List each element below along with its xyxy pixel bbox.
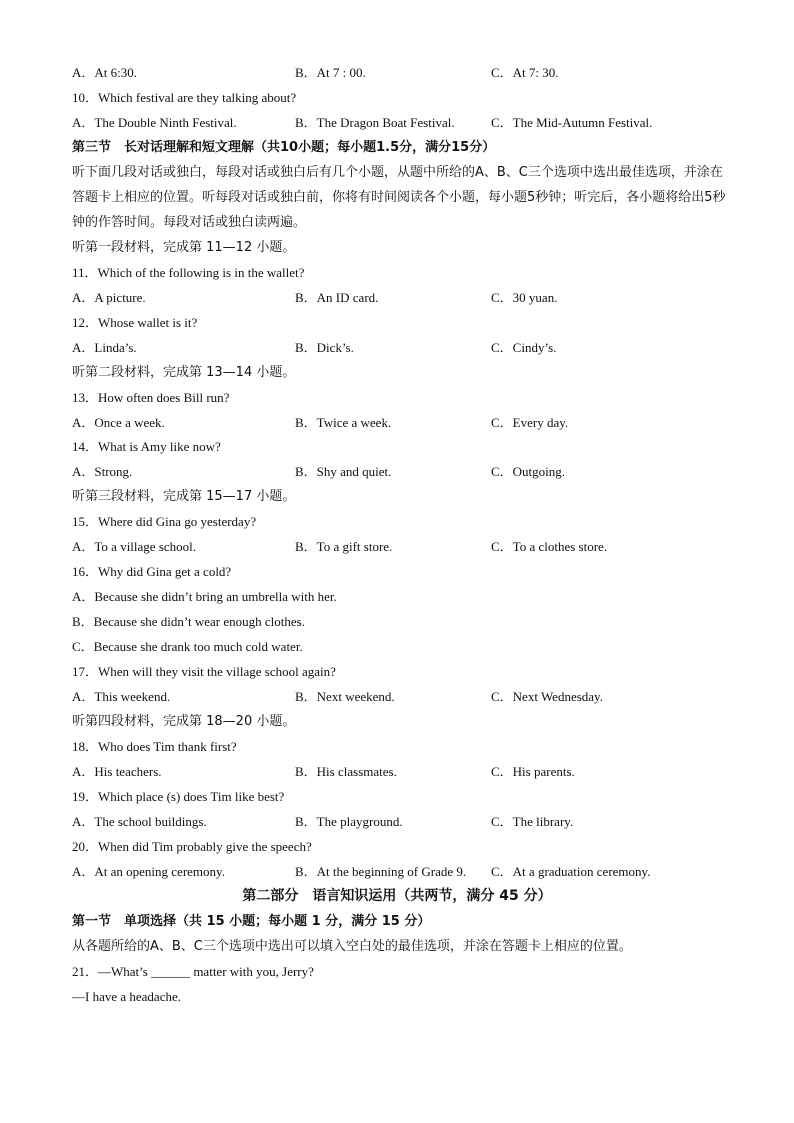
q14-stem: 14．What is Amy like now? (72, 439, 221, 454)
q18-options (72, 759, 734, 784)
q13-options (72, 410, 734, 435)
q13-option-a[interactable]: A．Once a week. (72, 415, 165, 430)
q15-options (72, 534, 734, 559)
section3-title: 第三节 长对话理解和短文理解（共10小题；每小题1.5分，满分15分） (72, 140, 496, 155)
q15-option-c[interactable]: C．To a clothes store. (491, 539, 608, 554)
q9-option-b[interactable]: B．At 7 : 00. (295, 65, 366, 80)
q10-option-c[interactable]: C．The Mid-Autumn Festival. (491, 115, 653, 130)
q15-stem: 15．Where did Gina go yesterday? (72, 514, 257, 529)
q10-option-b[interactable]: B．The Dragon Boat Festival. (295, 115, 455, 130)
material4-heading: 听第四段材料，完成第 18—20 小题。 (72, 714, 296, 729)
q17-option-b[interactable]: B．Next weekend. (295, 689, 395, 704)
q10-option-a[interactable]: A．The Double Ninth Festival. (72, 115, 237, 130)
q18-option-b[interactable]: B．His classmates. (295, 764, 397, 779)
q15-option-a[interactable]: A．To a village school. (72, 539, 197, 554)
q19-stem: 19．Which place (s) does Tim like best? (72, 789, 285, 804)
q17-option-a[interactable]: A．This weekend. (72, 689, 171, 704)
part2-section1-title: 第一节 单项选择（共 15 小题；每小题 1 分，满分 15 分） (72, 914, 431, 929)
q17-options (72, 684, 734, 709)
section3-instructions: 听下面几段对话或独白，每段对话或独白后有几个小题，从题中所给的A、B、C三个选项中选出最佳选项，并涂在答题卡上相应的位置。听每段对话或独白前，你将有时间阅读各个小题，每小题5秒钟；听完后，各小题将给出5秒钟的作答时间。每段对话或独白读两遍。 (72, 165, 726, 230)
q10-stem: 10．Which festival are they talking about? (72, 90, 297, 105)
q19-option-b[interactable]: B．The playground. (295, 814, 403, 829)
q11-option-c[interactable]: C．30 yuan. (491, 290, 558, 305)
q17-stem: 17．When will they visit the village school again? (72, 664, 336, 679)
q18-stem: 18．Who does Tim thank first? (72, 739, 237, 754)
part2-instructions: 从各题所给的A、B、C三个选项中选出可以填入空白处的最佳选项，并涂在答题卡上相应的位置。 (72, 939, 632, 954)
q9-option-a[interactable]: A．At 6:30. (72, 65, 138, 80)
q14-options (72, 459, 734, 484)
part2-title: 第二部分 语言知识运用（共两节，满分 45 分） (242, 888, 552, 904)
q11-option-a[interactable]: A．A picture. (72, 290, 146, 305)
material2-heading: 听第二段材料，完成第 13—14 小题。 (72, 365, 296, 380)
q10-options (72, 110, 734, 135)
q19-option-c[interactable]: C．The library. (491, 814, 574, 829)
q18-option-c[interactable]: C．His parents. (491, 764, 575, 779)
q14-option-a[interactable]: A．Strong. (72, 464, 133, 479)
q18-option-a[interactable]: A．His teachers. (72, 764, 162, 779)
q12-options (72, 335, 734, 360)
q14-option-b[interactable]: B．Shy and quiet. (295, 464, 392, 479)
q20-stem: 20．When did Tim probably give the speech? (72, 839, 312, 854)
q21-answer-line: —I have a headache. (72, 989, 181, 1004)
q16-option-b[interactable]: B．Because she didn’t wear enough clothes. (72, 614, 305, 629)
q12-option-a[interactable]: A．Linda’s. (72, 340, 137, 355)
material3-heading: 听第三段材料，完成第 15—17 小题。 (72, 489, 296, 504)
q14-option-c[interactable]: C．Outgoing. (491, 464, 566, 479)
q11-option-b[interactable]: B．An ID card. (295, 290, 379, 305)
q20-option-c[interactable]: C．At a graduation ceremony. (491, 864, 651, 879)
q12-stem: 12．Whose wallet is it? (72, 315, 198, 330)
q11-options (72, 285, 734, 310)
q16-stem: 16．Why did Gina get a cold? (72, 564, 232, 579)
q13-option-b[interactable]: B．Twice a week. (295, 415, 392, 430)
material1-heading: 听第一段材料，完成第 11—12 小题。 (72, 240, 296, 255)
q20-options (72, 859, 734, 884)
q20-option-a[interactable]: A．At an opening ceremony. (72, 864, 225, 879)
q19-options (72, 809, 734, 834)
q13-option-c[interactable]: C．Every day. (491, 415, 569, 430)
q11-stem: 11．Which of the following is in the wallet? (72, 265, 305, 280)
q17-option-c[interactable]: C．Next Wednesday. (491, 689, 603, 704)
q16-option-a[interactable]: A．Because she didn’t bring an umbrella with her. (72, 589, 337, 604)
q9-option-c[interactable]: C．At 7: 30. (491, 65, 559, 80)
q16-option-c[interactable]: C．Because she drank too much cold water. (72, 639, 303, 654)
q13-stem: 13．How often does Bill run? (72, 390, 230, 405)
q19-option-a[interactable]: A．The school buildings. (72, 814, 207, 829)
q20-option-b[interactable]: B．At the beginning of Grade 9. (295, 864, 467, 879)
q9-options (72, 60, 734, 85)
q12-option-b[interactable]: B．Dick’s. (295, 340, 354, 355)
q15-option-b[interactable]: B．To a gift store. (295, 539, 393, 554)
q21-stem: 21．—What’s ______ matter with you, Jerry? (72, 964, 314, 979)
q12-option-c[interactable]: C．Cindy’s. (491, 340, 557, 355)
